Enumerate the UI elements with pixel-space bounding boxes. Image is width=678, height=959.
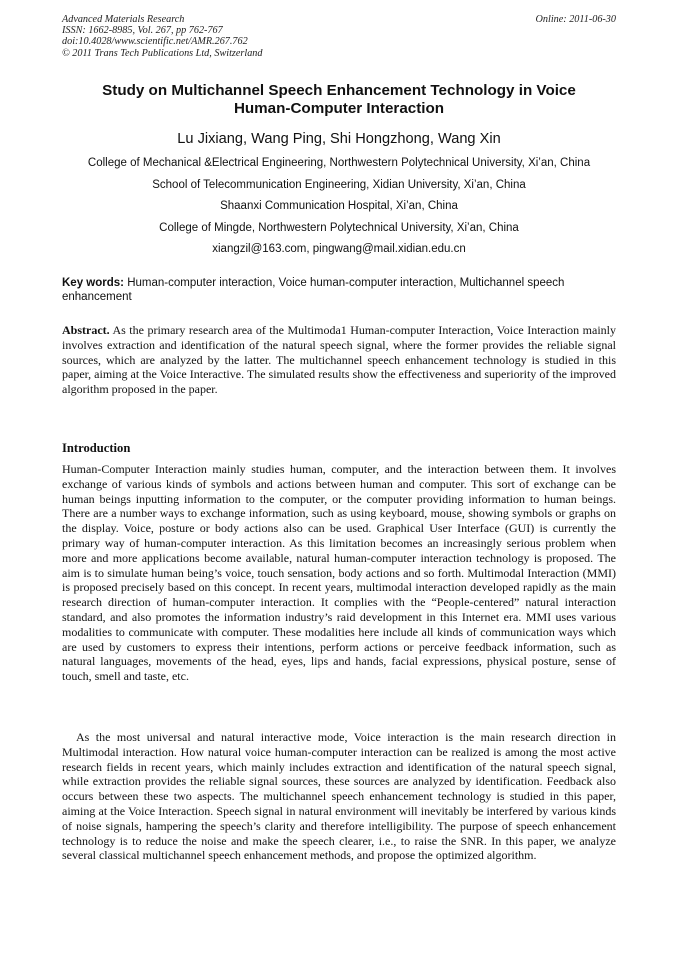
affiliation-3: Shaanxi Communication Hospital, Xi’an, China (220, 200, 458, 212)
author-list: Lu Jixiang, Wang Ping, Shi Hongzhong, Wang Xin (177, 131, 501, 147)
author-emails: xiangzil@163.com, pingwang@mail.xidian.edu.cn (212, 243, 466, 255)
doi-line: doi:10.4028/www.scientific.net/AMR.267.762 (62, 36, 248, 48)
introduction-paragraph-2: As the most universal and natural interactive mode, Voice interaction is the main research direction in Multimodal interaction. How natural voice human-computer interaction can be realized is among the most active research fields in recent years, which mainly includes extraction and identification of the natural speech signal, while extraction provides the reliable signal sources, these sources are analyzed by identification. Feedback also occurs between these two aspects. The multichannel speech enhancement technology is studied in this paper, aiming at the Voice Interaction. Speech signal in natural environment will inevitably be interfered by various kinds of noise signals, hampering the speech’s clarity and therefore intelligibility. The purpose of speech enhancement technology is to reduce the noise and make the speech clearer, i.e., to raise the SNR. In this paper, we analyze several classical multichannel speech enhancement methods, and propose the optimized algorithm. (62, 730, 616, 863)
journal-name: Advanced Materials Research (62, 14, 185, 25)
affiliation-1: College of Mechanical &Electrical Engineering, Northwestern Polytechnical University, Xi’an, China (87, 157, 591, 169)
affiliation-2: School of Telecommunication Engineering, Xidian University, Xi’an, China (152, 179, 526, 191)
abstract-block (62, 323, 616, 397)
keywords-text: Human-computer interaction, Voice human-computer interaction, Multichannel speech enhancement (62, 277, 565, 303)
introduction-heading: Introduction (62, 441, 131, 455)
abstract-label: Abstract. (62, 323, 110, 337)
keywords-label: Key words: (62, 277, 124, 289)
abstract-text: As the primary research area of the Multimoda1 Human-computer Interaction, Voice Interaction mainly involves extraction and identification of the natural speech signal, where the former provides the reliable signal sources, which are analyzed by the latter. The multichannel speech enhancement technology is studied in this paper, aiming at the Voice Interactive. The simulated results show the effectiveness and superiority of the improved algorithm proposed in the paper. (62, 323, 616, 397)
affiliation-4: College of Mingde, Northwestern Polytechnical University, Xi’an, China (159, 222, 519, 234)
paper-title (62, 82, 616, 118)
journal-header (62, 14, 616, 59)
copyright-line: © 2011 Trans Tech Publications Ltd, Switzerland (62, 47, 263, 59)
title-line-1: Study on Multichannel Speech Enhancement Technology in Voice (102, 82, 576, 99)
online-date: Online: 2011-06-30 (535, 14, 616, 25)
title-line-2: Human-Computer Interaction (233, 100, 445, 117)
introduction-paragraph-1: Human-Computer Interaction mainly studies human, computer, and the interaction between them. It involves exchange of various kinds of symbols and actions between human and computer. This sort of exchange can be human beings inputting information to the computer, or the computer providing information to human beings. There are a number ways to exchange information, such as using keyboard, mouse, showing symbols or graphs on the display. Voice, posture or body actions also can be used. Graphical User Interface (GUI) is currently the primary way of human-computer interaction. As this limitation becomes an increasingly serious problem when more and more applications become available, natural human-computer interaction technology is proposed. The aim is to simulate human being’s voice, touch sensation, body actions and so forth. Multimodal Interaction (MMI) is proposed precisely based on this concept. In recent years, multimodal interaction developed rapidly as the main research direction of human-computer interaction. It complies with the “People-centered” natural interaction standard, and also promotes the information industry’s raid development in this Internet era. MMI uses various modalities to communicate with computer. These modalities here include all kinds of communication ways which are used by customers to express their intentions, perform actions or perceive feedback information, such as natural languages, movements of the head, eyes, lips and hands, facial expressions, physical posture, sense of touch, smell and taste, etc. (62, 462, 616, 684)
keywords-block (62, 277, 616, 304)
issn-line: ISSN: 1662-8985, Vol. 267, pp 762-767 (62, 25, 223, 37)
